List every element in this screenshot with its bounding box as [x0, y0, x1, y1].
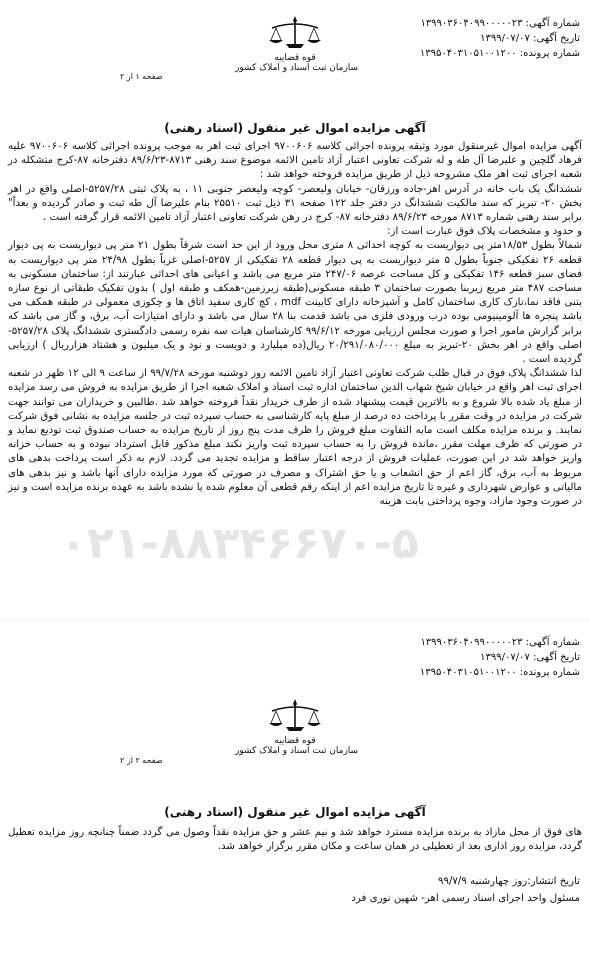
paragraph: و حدود و مشخصات پلاک فوق عبارت است از: — [387, 226, 582, 238]
paragraph: لذا ششدانگ پلاک فوق در قبال طلب شرکت تعاونی اعتبار آزاد تامین الائمه روز دوشنبه مورخه ۹۹/۷/۲۸ از ساعت ۹ الی ۱۲ ظهر در شعبه اجرای ثبت اهر واقع در خیابان شیخ شهاب الدین ساختمان اداره ثبت اسناد و املاک شعبه اجرا از طریق مزایده به فروش می رسد مزایده از مبلغ یاد شده بالا شروع و به بالاترین قیمت پیشنهاد شده از طرف خریدار نقداً فروخته خواهد شد .طالبین و خریداران می توانند جهت شرکت در مزایده در وقت مقرر با پرداخت ده درصد از مبلغ پایه کارشناسی به حساب سپرده ثبت در جلسه مزایده به نشانی فوق شرکت نمایند. و برنده مزایده مکلف است مابه التفاوت مبلغ فروش را ظرف مدت پنج روز از تاریخ مزایده به حساب صندوق ثبت تودیع نماید و در صورتی که ظرف مهلت مقرر ،مانده فروش را به حساب سپرده ثبت واریز نکند مبلغ مذکور قابل استرداد نبوده و به حساب خزانه واریز خواهد شد در این صورت، عملیات فروش از درجه اعتبار ساقط و مزایده تجدید می گردد. لازم به ذکر است پرداخت بدهی های مربوط به آب، برق، گاز اعم از حق انشعاب و یا حق اشتراک و مصرف در صورتی که مورد مزایده دارای آنها باشد و نیز بدهی های مالیاتی و عوارض شهرداری و غیره تا تاریخ مزایده اعم از اینکه رقم قطعی آن معلوم شده یا نشده باشد به عهده برنده مزایده است و نیز در صورت وجود مازاد، وجوه پرداختی بابت هزینه — [8, 368, 582, 508]
notice-body — [8, 826, 582, 854]
page-number: صفحه ۲ از ۲ — [120, 756, 163, 765]
logo-line-1: قوه قضاییه — [274, 736, 316, 746]
paragraph: های فوق از محل مازاد به برنده مزایده مسترد خواهد شد و نیم عشر و حق مزایده نقداً وصول می گردد ضمناً چنانچه روز مزایده تعطیل گردد، مزایده روز اداری بعد از تعطیلی در همان ساعت و مکان مقرر برگزار خواهد شد. — [8, 827, 582, 853]
notice-title: آگهی مزایده اموال غیر منقول (اسناد رهنی) — [164, 121, 426, 135]
judiciary-logo — [235, 12, 359, 73]
notice-page-2 — [0, 620, 590, 959]
notice-meta — [420, 635, 580, 680]
notice-number: شماره آگهی: ۱۳۹۹۰۳۶۰۴۰۹۹۰۰۰۰۰۲۳ — [420, 18, 580, 29]
paragraph: آگهی مزایده اموال غیرمنقول مورد وثیقه پرونده اجرائی کلاسه ۹۷۰۰۶۰۶ اجرای ثبت اهر به موجب پرونده اجرائی کلاسه ۹۷۰۰۶۰۶ علیه فرهاد گلچین و علیرضا آل طه و له شرکت تعاونی اعتبار آزاد تامین الائمه موضوع سند رهنی ۸۷۱۳-۸۹/۶/۲۳ دفترخانه ۸۷-کرج متشکله در شعبه اجرای ثبت اهر ملک مشروحه ذیل از طریق مزایده فروخته خواهد شد : — [8, 141, 582, 181]
file-number: شماره پرونده: ۱۳۹۵۰۴۰۳۱۰۵۱۰۰۱۲۰۰ — [419, 48, 580, 59]
logo-line-2: سازمان ثبت اسناد و املاک کشور — [235, 746, 359, 756]
page-number: صفحه ۱ از ۲ — [120, 72, 163, 81]
notice-number: شماره آگهی: ۱۳۹۹۰۳۶۰۴۰۹۹۰۰۰۰۰۲۳ — [420, 637, 580, 648]
notice-title: آگهی مزایده اموال غیر منقول (اسناد رهنی) — [164, 805, 426, 819]
judiciary-logo — [235, 695, 359, 756]
logo-line-2: سازمان ثبت اسناد و املاک کشور — [235, 63, 359, 73]
paragraph: شمالاً بطول ۱۸/۵۳متر پی دیواریست به کوچه احداثی ۸ متری محل ورود از این حد است شرقاً بطول ۲۱ متر پی دیواریست به پی دیوار قطعه ۲۶ تفکیکی جنوباً بطول ۵ متر دیواریست به پی دیوار قطعه ۲۸ تفکیکی از ۵۲۵۷-اصلی غرباً بطول ۲۴/۹۸ متر پی دیواریست به فضای سبز قطعه ۱۴۶ تفکیکی و کل مساحت عرصه ۲۴۷/۰۶ متر مربع می باشد و اعیانی های احداثی عبارتند از: ساختمان مسکونی به مساحت ۴۸۷ متر مربع زیربنا بصورت ساختمان ۳ طبقه مسکونی(طبقه زیرزمین-همکف و طبقه اول ) بدون تفکیک طبقاتی از نوع سازه بتنی فاقد نما،نازک کاری ساختمان کامل و آشپزخانه دارای کابینت mdf ، کچ کاری سفید اتاق ها و چکوزی معمولی در طبقه همکف می باشد پنجره ها آلومینیومی بوده درب ورودی فلزی می باشد قدمت بنا ۲۸ سال می باشد و دارای امتیازات آب، برق، و گاز می باشد که برابر گزارش مامور اجرا و صورت مجلس ارزیابی مورخه ۹۹/۶/۱۲ کارشناسان هیات سه نفره رسمی دادگستری ششدانگ پلاک ۵۲۵۷/۲۸-اصلی واقع در اهر بخش ۲۰-تبریز به مبلغ ۲۰/۲۹۱/۰۸۰/۰۰۰ ریال(ده میلیارد و دویست و نود و یک میلیون و هشتاد هزارریال ) ارزیابی گردیده است . — [8, 240, 583, 366]
notice-date: تاریخ آگهی: ۱۳۹۹/۰۷/۰۷ — [480, 652, 580, 663]
paragraph: ششدانگ یک باب خانه در آدرس اهر-جاده ورزقان- خیابان ولیعصر- کوچه ولیعصر جنوبی ۱۱ ، به پلاک ثبتی ۵۲۵۷/۲۸-اصلی واقع در اهر بخش ۲۰- تبریز که سند مالکیت ششدانگ در دفتر جلد ۱۲۲ صفحه ۳۱ ذیل ثبت ۲۵۵۱۰ بنام علیرضا آل طه ثبت و صادر گردیده و بعداً" برابر سند رهنی شماره ۸۷۱۳ مورخه ۸۹/۶/۲۳ دفترخانه ۸۷- کرج در رهن شرکت تعاونی اعتبار آزاد تامین الائمه قرار گرفته است . — [8, 183, 583, 224]
notice-date: تاریخ آگهی: ۱۳۹۹/۰۷/۰۷ — [480, 33, 580, 44]
logo-line-1: قوه قضاییه — [274, 53, 316, 63]
official-signature: مسئول واحد اجرای اسناد رسمی اهر- شهین نوری فرد — [351, 893, 580, 904]
watermark-phone: ۰۲۱-۸۸۳۴۶۶۷۰-۵ — [60, 518, 419, 569]
scales-emblem-icon — [262, 12, 328, 52]
notice-meta — [420, 16, 580, 61]
file-number: شماره پرونده: ۱۳۹۵۰۴۰۳۱۰۵۱۰۰۱۲۰۰ — [419, 667, 580, 678]
publication-date: تاریخ انتشار:روز چهارشنبه ۹۹/۷/۹ — [438, 876, 580, 887]
scales-emblem-icon — [262, 695, 328, 735]
notice-body — [8, 140, 582, 509]
